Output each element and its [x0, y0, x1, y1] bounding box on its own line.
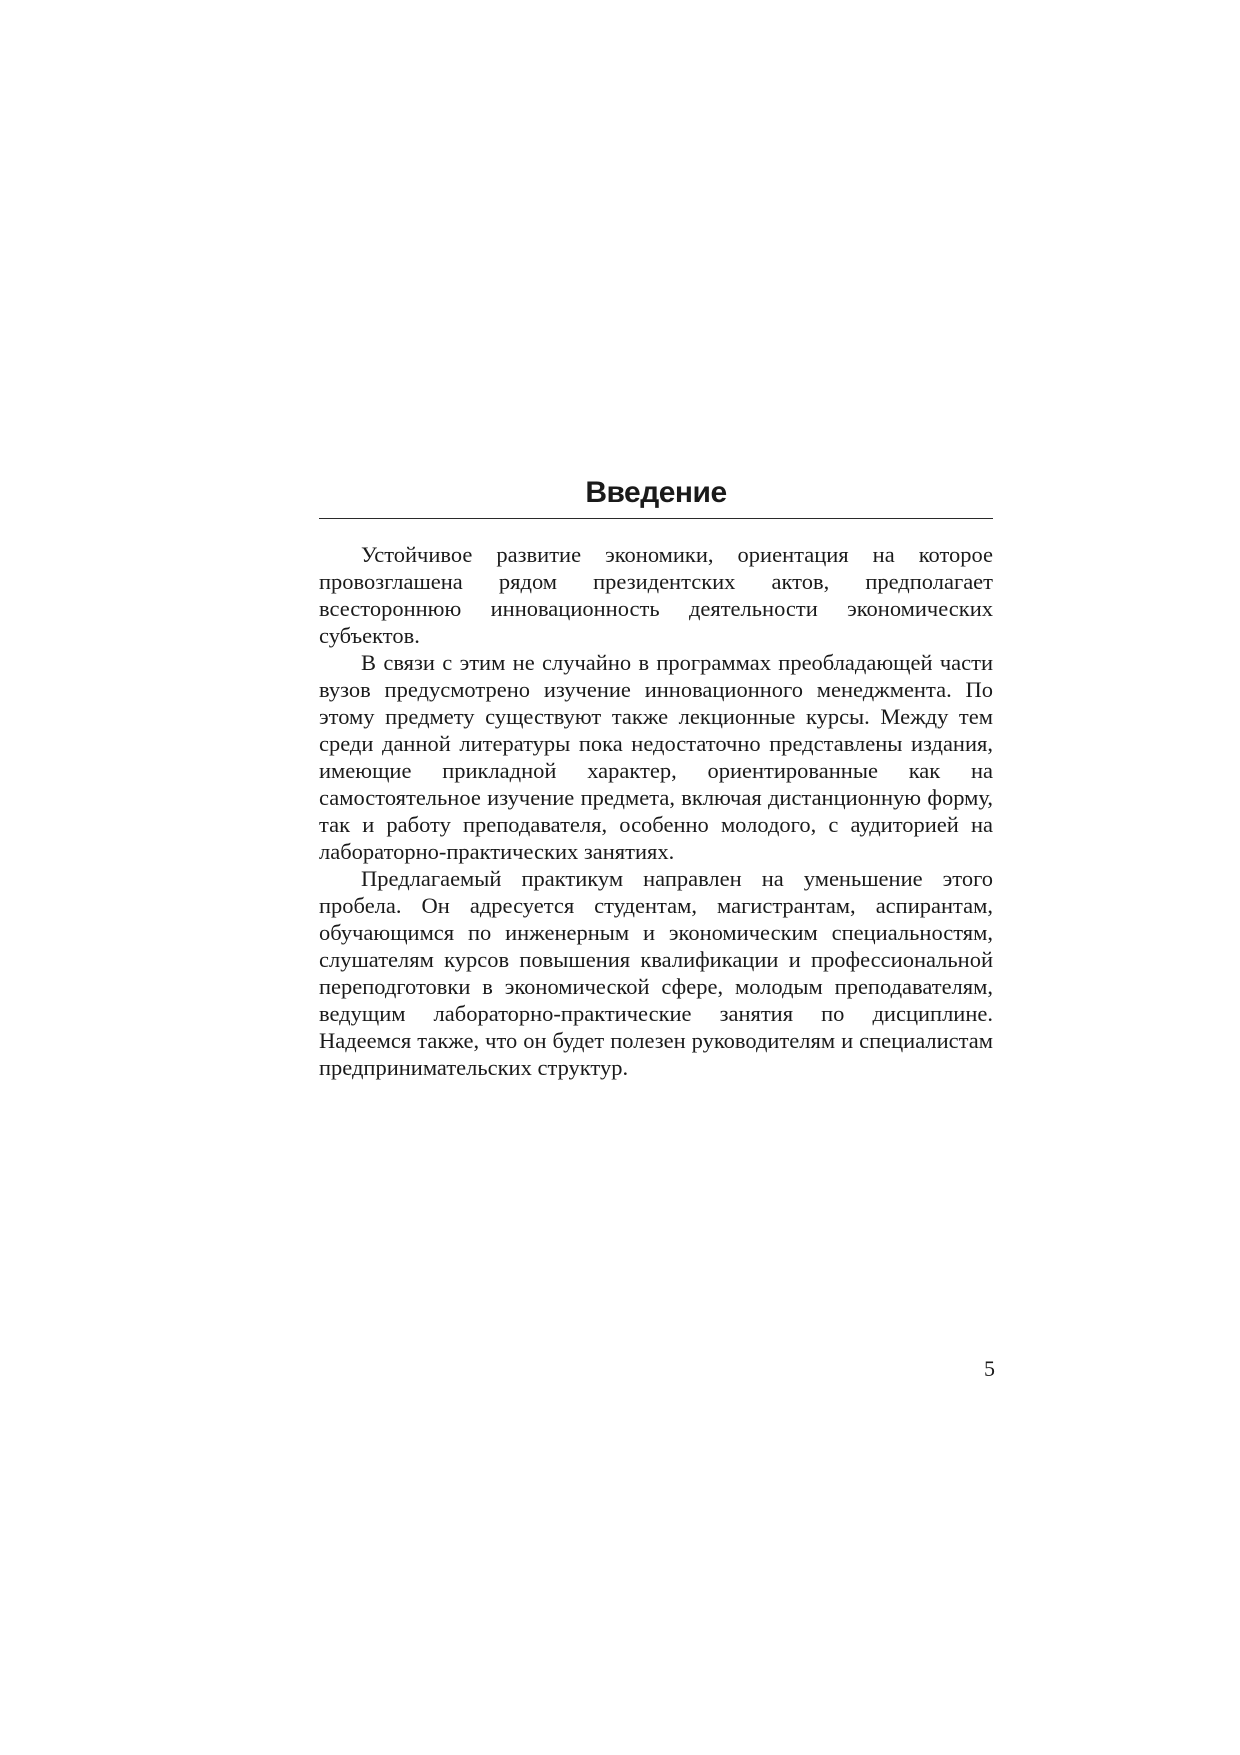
paragraph-3: Предлагаемый практикум направлен на уменьшение этого пробела. Он адресуется студентам, магистрантам, аспирантам, обучающимся по инженерным и экономическим специальностям, слушателям курсов повышения квалификации и профессиональной переподготовки в экономической сфере, молодым преподавателям, ведущим лабораторно-практические занятия по дисциплине. Надеемся также, что он будет полезен руководителям и специалистам предпринимательских структур.: [319, 866, 993, 1080]
text-block: [319, 475, 993, 1081]
heading-rule: [319, 518, 993, 519]
chapter-heading: Введение: [585, 476, 727, 509]
paragraph-1: Устойчивое развитие экономики, ориентация на которое провозглашена рядом президентских актов, предполагает всестороннюю инновационность деятельности экономических субъектов.: [319, 542, 993, 648]
page-number: 5: [984, 1356, 995, 1381]
paragraph-2: В связи с этим не случайно в программах преобладающей части вузов предусмотрено изучение инновационного менеджмента. По этому предмету существуют также лекционные курсы. Между тем среди данной литературы пока недостаточно представлены издания, имеющие прикладной характер, ориентированные как на самостоятельное изучение предмета, включая дистанционную форму, так и работу преподавателя, особенно молодого, с аудиторией на лабораторно-практических занятиях.: [319, 650, 993, 864]
